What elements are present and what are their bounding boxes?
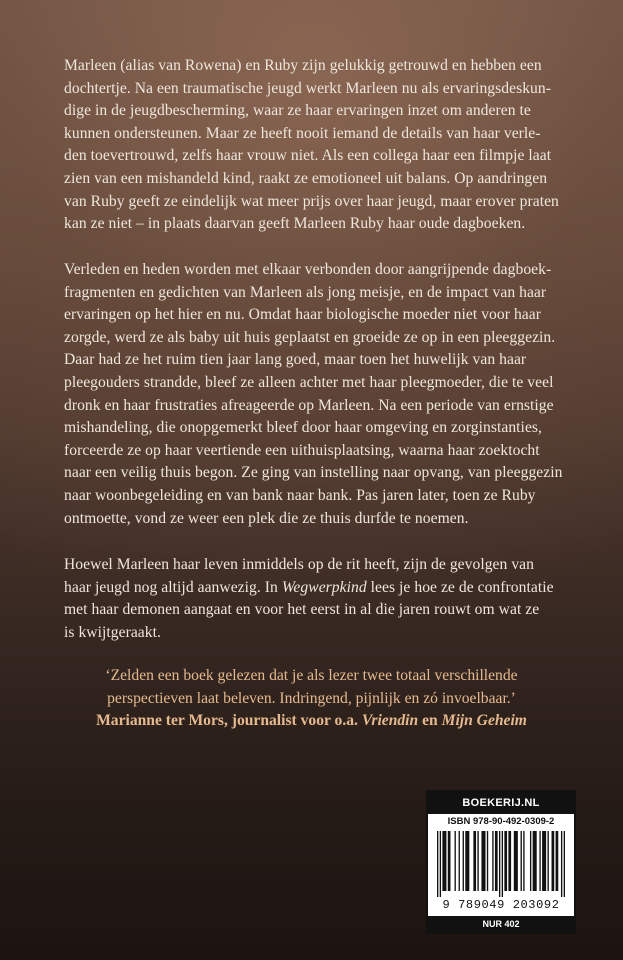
quote-line: perspectieven laat beleven. Indringend, pijnlijk en zó invoelbaar.’ <box>107 689 516 707</box>
barcode-bar <box>448 831 451 891</box>
blurb-line: den toevertrouwd, zelfs haar vrouw niet. Als een collega haar een filmpje laat <box>64 147 552 165</box>
barcode-bar <box>552 831 555 891</box>
attribution-text: en <box>418 712 442 730</box>
barcode-bar <box>463 831 464 891</box>
blurb-line: dige in de jeugdbescherming, waar ze haar ervaringen inzet om anderen te <box>64 102 531 120</box>
blurb-line: kunnen ondersteunen. Maar ze heeft nooit iemand de details van haar verle- <box>64 124 541 142</box>
blurb-line: kan ze niet – in plaats daarvan geeft Marleen Ruby haar oude dagboeken. <box>64 215 526 233</box>
blurb-line: fragmenten en gedichten van Marleen als jong meisje, en de impact van haar <box>64 283 547 301</box>
blurb-line: Hoewel Marleen haar leven inmiddels op de rit heeft, zijn de gevolgen van <box>64 556 534 573</box>
publisher-url: BOEKERIJ.NL <box>428 792 574 814</box>
blurb-line: ervaringen op het hier en nu. Omdat haar biologische moeder niet voor haar <box>64 306 541 324</box>
barcode-digits: 9 789049 203092 <box>442 898 560 912</box>
blurb-text: lees je hoe ze de confrontatie <box>366 578 554 596</box>
blurb-line: forceerde ze op haar veertiende een uithuisplaatsing, waarna haar zoektocht <box>64 441 540 459</box>
blurb-line: Marleen (alias van Rowena) en Ruby zijn gelukkig getrouwd en hebben een <box>64 57 542 74</box>
barcode-bar <box>508 831 511 891</box>
magazine-title: Mijn Geheim <box>441 712 527 730</box>
barcode-bar <box>523 831 524 891</box>
blurb-line: naar woonbegeleiding en van bank naar bank. Pas jaren later, toen ze Ruby <box>64 486 536 504</box>
barcode-bar <box>547 831 548 891</box>
barcode-bar <box>561 831 562 897</box>
blurb-line: Verleden en heden worden met elkaar verbonden door aangrijpende dagboek- <box>64 261 552 278</box>
barcode-block <box>426 790 576 934</box>
barcode-bar <box>459 831 460 891</box>
barcode-bar <box>440 831 441 897</box>
barcode-bar <box>556 831 559 891</box>
barcode-bar <box>481 831 485 891</box>
barcode-bar <box>542 831 546 891</box>
nur-code: NUR 402 <box>428 916 574 932</box>
magazine-title: Vriendin <box>361 712 419 730</box>
blurb-paragraph-1 <box>64 55 564 236</box>
attribution-text: Marianne ter Mors, journalist voor o.a. <box>96 712 362 730</box>
barcode-bar <box>465 831 469 891</box>
blurb-paragraph-2 <box>64 259 564 530</box>
barcode-bar <box>477 831 478 891</box>
quote-attribution <box>40 710 583 733</box>
barcode-bar <box>533 831 537 891</box>
blurb-line: van Ruby geeft ze eindelijk wat meer prijs over haar jeugd, maar erover praten <box>64 192 559 210</box>
barcode-bar <box>487 831 488 891</box>
blurb-line: dronk en haar frustraties afreageerde op Marleen. Na een periode van ernstige <box>64 396 554 414</box>
barcode-bar <box>492 831 493 891</box>
review-quote <box>40 665 583 733</box>
barcode-bar <box>495 831 498 891</box>
blurb-line: zorgde, werd ze als baby uit huis geplaatst en groeide ze op in een pleeggezin. <box>64 328 556 346</box>
barcode-bar <box>514 831 518 891</box>
barcode-bars <box>437 831 565 897</box>
barcode-bar <box>442 831 446 891</box>
barcode-bar <box>473 831 476 891</box>
barcode-bar <box>499 831 500 897</box>
barcode-bar <box>530 831 531 891</box>
blurb-line <box>64 577 564 600</box>
blurb-line: met haar demonen aangaat en voor het eerst in al die jaren rouwt om wat ze <box>64 601 540 619</box>
blurb-line: ontmoette, vond ze weer een plek die ze thuis durfde te noemen. <box>64 509 469 527</box>
isbn-label: ISBN 978-90-492-0309-2 <box>447 816 555 827</box>
blurb-line: zien van een mishandeld kind, raakt ze emotioneel uit balans. Op aandringen <box>64 169 548 187</box>
blurb-line: naar een veilig thuis begon. Ze ging van instelling naar opvang, van pleeggezin <box>64 464 563 482</box>
blurb-line: mishandeling, die onopgemerkt bleef door haar omgeving en zorginstanties, <box>64 419 542 437</box>
barcode-bar <box>564 831 565 897</box>
book-title: Wegwerpkind <box>281 578 367 596</box>
barcode-bar <box>539 831 540 891</box>
blurb-line: is kwijtgeraakt. <box>64 623 161 641</box>
barcode-bar <box>437 831 438 897</box>
barcode-bar <box>504 831 507 891</box>
blurb-line: pleegouders strandde, bleef ze alleen achter met haar pleegmoeder, die te veel <box>64 373 554 391</box>
barcode-bar <box>521 831 522 891</box>
blurb-text: haar jeugd nog altijd aanwezig. In <box>64 578 282 596</box>
quote-line: ‘Zelden een boek gelezen dat je als lezer twee totaal verschillende <box>105 667 518 684</box>
blurb-paragraph-3 <box>64 554 564 644</box>
blurb-line: dochtertje. Na een traumatische jeugd werkt Marleen nu als ervaringsdeskun- <box>64 79 551 97</box>
blurb-line: Daar had ze het ruim tien jaar lang goed, maar toen het huwelijk van haar <box>64 351 527 369</box>
barcode-bar <box>455 831 456 891</box>
barcode-bar <box>502 831 503 897</box>
